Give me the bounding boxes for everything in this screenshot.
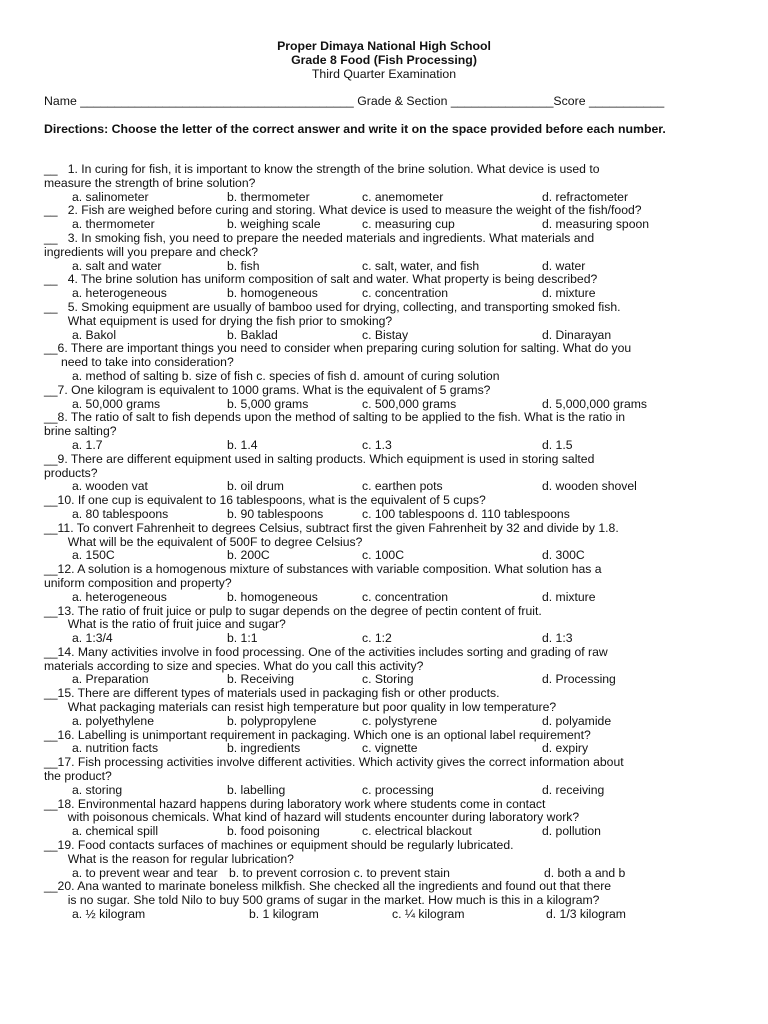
answer-options [44,398,734,412]
answer-option: b. Baklad [227,327,278,342]
answer-option: a. 80 tablespoons [72,506,169,521]
answer-option: d. polyamide [542,713,612,728]
question-item [44,798,734,839]
answer-option: b. weighing scale [227,217,321,232]
answer-option: b. 90 tablespoons [227,506,324,521]
answer-option: a. thermometer [72,217,155,232]
answer-option: b. labelling [227,782,286,797]
answer-option: d. Dinarayan [542,327,612,342]
school-name: Proper Dimaya National High School [277,39,491,53]
question-item [44,563,734,604]
answer-option: d. expiry [542,741,589,756]
question-text-line: __16. Labelling is unimportant requirement in packaging. Which one is an optional label requirement? [44,727,591,742]
answer-option: b. polypropylene [227,713,317,728]
answer-options [44,673,734,687]
question-text-line: What will be the equivalent of 500F to degree Celsius? [44,534,363,549]
answer-options [44,218,734,232]
answer-option: a. 1.7 [72,437,103,452]
question-text-line: need to take into consideration? [44,355,234,370]
question-text-line: with poisonous chemicals. What kind of hazard will students encounter during laboratory work? [44,810,580,825]
question-text-line: brine salting? [44,424,117,439]
answer-option: c. processing [362,782,434,797]
question-text-line: __ 5. Smoking equipment are usually of bamboo used for drying, collecting, and transporting smoked fish. [44,299,621,314]
question-item [44,646,734,687]
answer-option: b. 1 kilogram [249,907,319,922]
exam-header [0,39,768,81]
answer-option: a. 50,000 grams [72,396,161,411]
question-item [44,494,734,522]
question-item [44,522,734,563]
question-item [44,880,734,921]
answer-option: a. salinometer [72,189,149,204]
answer-option: c. 100C [362,548,405,563]
answer-option: d. 1:3 [542,631,573,646]
answer-option: a. nutrition facts [72,741,159,756]
answer-options [44,784,734,798]
answer-option: a. heterogeneous [72,589,167,604]
question-text-line: __9. There are different equipment used in salting products. Which equipment is used in storing salted [44,451,595,466]
answer-option: d. receiving [542,782,605,797]
answer-option: a. storing [72,782,123,797]
answer-options [44,480,734,494]
question-text-line: What packaging materials can resist high temperature but poor quality in low temperature? [44,700,557,715]
answer-option: c. 100 tablespoons d. 110 tablespoons [362,506,570,521]
question-text-line: What equipment is used for drying the fish prior to smoking? [44,313,393,328]
answer-option: a. polyethylene [72,713,154,728]
answer-option: a. wooden vat [72,479,148,494]
question-text-line: __19. Food contacts surfaces of machines or equipment should be regularly lubricated. [44,838,514,853]
answer-option: d. mixture [542,286,596,301]
answer-option: b. oil drum [227,479,284,494]
answer-option: d. 1.5 [542,437,573,452]
question-text-line: __7. One kilogram is equivalent to 1000 grams. What is the equivalent of 5 grams? [44,382,491,397]
question-item [44,204,734,232]
question-text-line: the product? [44,769,112,784]
answer-option: b. 5,000 grams [227,396,309,411]
question-text-line: __ 2. Fish are weighed before curing and storing. What device is used to measure the weight of the fish/food? [44,203,642,218]
answer-option: c. electrical blackout [362,824,472,839]
answer-option: b. 1.4 [227,437,258,452]
answer-option: a. ½ kilogram [72,907,146,922]
question-item [44,342,734,383]
question-item [44,605,734,646]
question-text-line: __ 1. In curing for fish, it is important to know the strength of the brine solution. What device is used to [44,162,600,176]
question-list [44,163,734,922]
answer-option: d. both a and b [544,865,626,880]
answer-option: d. 1/3 kilogram [546,907,626,922]
question-item [44,729,734,757]
question-item [44,411,734,452]
answer-option: b. homogeneous [227,589,318,604]
answer-options [44,439,734,453]
answer-option: d. wooden shovel [542,479,637,494]
answer-option: b. homogeneous [227,286,318,301]
answer-option: a. Preparation [72,672,149,687]
answer-options [44,591,734,605]
answer-options [44,191,734,205]
answer-option: a. Bakol [72,327,117,342]
answer-option: b. Receiving [227,672,295,687]
question-item [44,453,734,494]
question-text-line: products? [44,465,98,480]
answer-option: a. 150C [72,548,115,563]
answer-options [44,632,734,646]
answer-options [44,867,734,881]
question-text-line: __15. There are different types of materials used in packaging fish or other products. [44,686,500,701]
answer-option: c. polystyrene [362,713,438,728]
answer-option: d. mixture [542,589,596,604]
answer-options [44,908,734,922]
answer-option: b. thermometer [227,189,310,204]
answer-options [44,260,734,274]
answer-options [44,329,734,343]
answer-option: c. 500,000 grams [362,396,457,411]
question-item [44,839,734,880]
answer-option: c. concentration [362,589,449,604]
answer-option: a. chemical spill [72,824,159,839]
question-text-line: __12. A solution is a homogenous mixture of substances with variable composition. What solution has a [44,562,602,577]
answer-options [44,549,734,563]
directions: Directions: Choose the letter of the correct answer and write it on the space provided before each number. [44,122,666,136]
answer-option: c. concentration [362,286,449,301]
question-text-line: __ 4. The brine solution has uniform composition of salt and water. What property is being described? [44,272,598,287]
answer-option: a. 1:3/4 [72,631,113,646]
question-text-line: __18. Environmental hazard happens during laboratory work where students come in contact [44,796,546,811]
answer-option: b. 1:1 [227,631,258,646]
question-text-line: ingredients will you prepare and check? [44,244,259,259]
question-item [44,384,734,412]
question-text-line: __11. To convert Fahrenheit to degrees Celsius, subtract first the given Fahrenheit by 32 and divide by 1.8. [44,520,619,535]
answer-option: d. measuring spoon [542,217,650,232]
question-item [44,756,734,797]
question-item [44,232,734,273]
answer-option: b. food poisoning [227,824,320,839]
answer-option: a. method of salting b. size of fish c. species of fish d. amount of curing solution [72,368,500,383]
answer-option: c. anemometer [362,189,444,204]
answer-option: d. water [542,258,586,273]
answer-options [44,508,734,522]
question-text-line: materials according to size and species. What do you call this activity? [44,658,424,673]
answer-options [44,715,734,729]
answer-option: b. to prevent corrosion c. to prevent stain [229,865,450,880]
question-item [44,273,734,301]
answer-option: c. Storing [362,672,414,687]
answer-option: c. 1.3 [362,437,392,452]
answer-option: d. refractometer [542,189,629,204]
exam-title: Third Quarter Examination [311,67,457,81]
question-item [44,687,734,728]
answer-option: d. 300C [542,548,585,563]
question-text-line: __20. Ana wanted to marinate boneless milkfish. She checked all the ingredients and found out that there [44,879,612,894]
answer-option: c. 1:2 [362,631,392,646]
answer-options [44,370,734,384]
answer-option: c. vignette [362,741,418,756]
answer-options [44,742,734,756]
question-text-line: __6. There are important things you need to consider when preparing curing solution for salting. What do you [44,341,632,356]
answer-option: c. earthen pots [362,479,443,494]
question-text-line: measure the strength of brine solution? [44,175,256,190]
question-text-line: __17. Fish processing activities involve different activities. Which activity gives the correct information about [44,755,624,770]
question-text-line: __8. The ratio of salt to fish depends upon the method of salting to be applied to the fish. What is the ratio in [44,410,626,425]
answer-option: d. Processing [542,672,616,687]
answer-option: b. ingredients [227,741,301,756]
question-text-line: What is the ratio of fruit juice and sugar? [44,617,286,632]
question-text-line: __10. If one cup is equivalent to 16 tablespoons, what is the equivalent of 5 cups? [44,493,486,508]
answer-option: c. Bistay [362,327,409,342]
answer-option: a. heterogeneous [72,286,167,301]
answer-option: b. 200C [227,548,270,563]
answer-option: c. salt, water, and fish [362,258,480,273]
question-text-line: __14. Many activities involve in food processing. One of the activities includes sorting and grading of raw [44,644,608,659]
answer-option: c. measuring cup [362,217,455,232]
answer-option: c. ¼ kilogram [392,907,465,922]
answer-option: d. 5,000,000 grams [542,396,648,411]
question-text-line: uniform composition and property? [44,575,232,590]
question-text-line: What is the reason for regular lubrication? [44,851,294,866]
question-item [44,163,734,204]
answer-option: b. fish [227,258,260,273]
question-text-line: is no sugar. She told Nilo to buy 500 grams of sugar in the market. How much is this in a kilogram? [44,893,600,908]
answer-option: a. to prevent wear and tear [72,865,218,880]
question-item [44,301,734,342]
subject-title: Grade 8 Food (Fish Processing) [291,53,477,67]
student-info-line: Name ________________________________________ Grade & Section _______________Score ___________ [44,94,665,108]
question-text-line: __13. The ratio of fruit juice or pulp to sugar depends on the degree of pectin content of fruit. [44,603,542,618]
answer-options [44,287,734,301]
question-text-line: __ 3. In smoking fish, you need to prepare the needed materials and ingredients. What materials and [44,230,595,245]
answer-option: a. salt and water [72,258,162,273]
answer-option: d. pollution [542,824,601,839]
answer-options [44,825,734,839]
